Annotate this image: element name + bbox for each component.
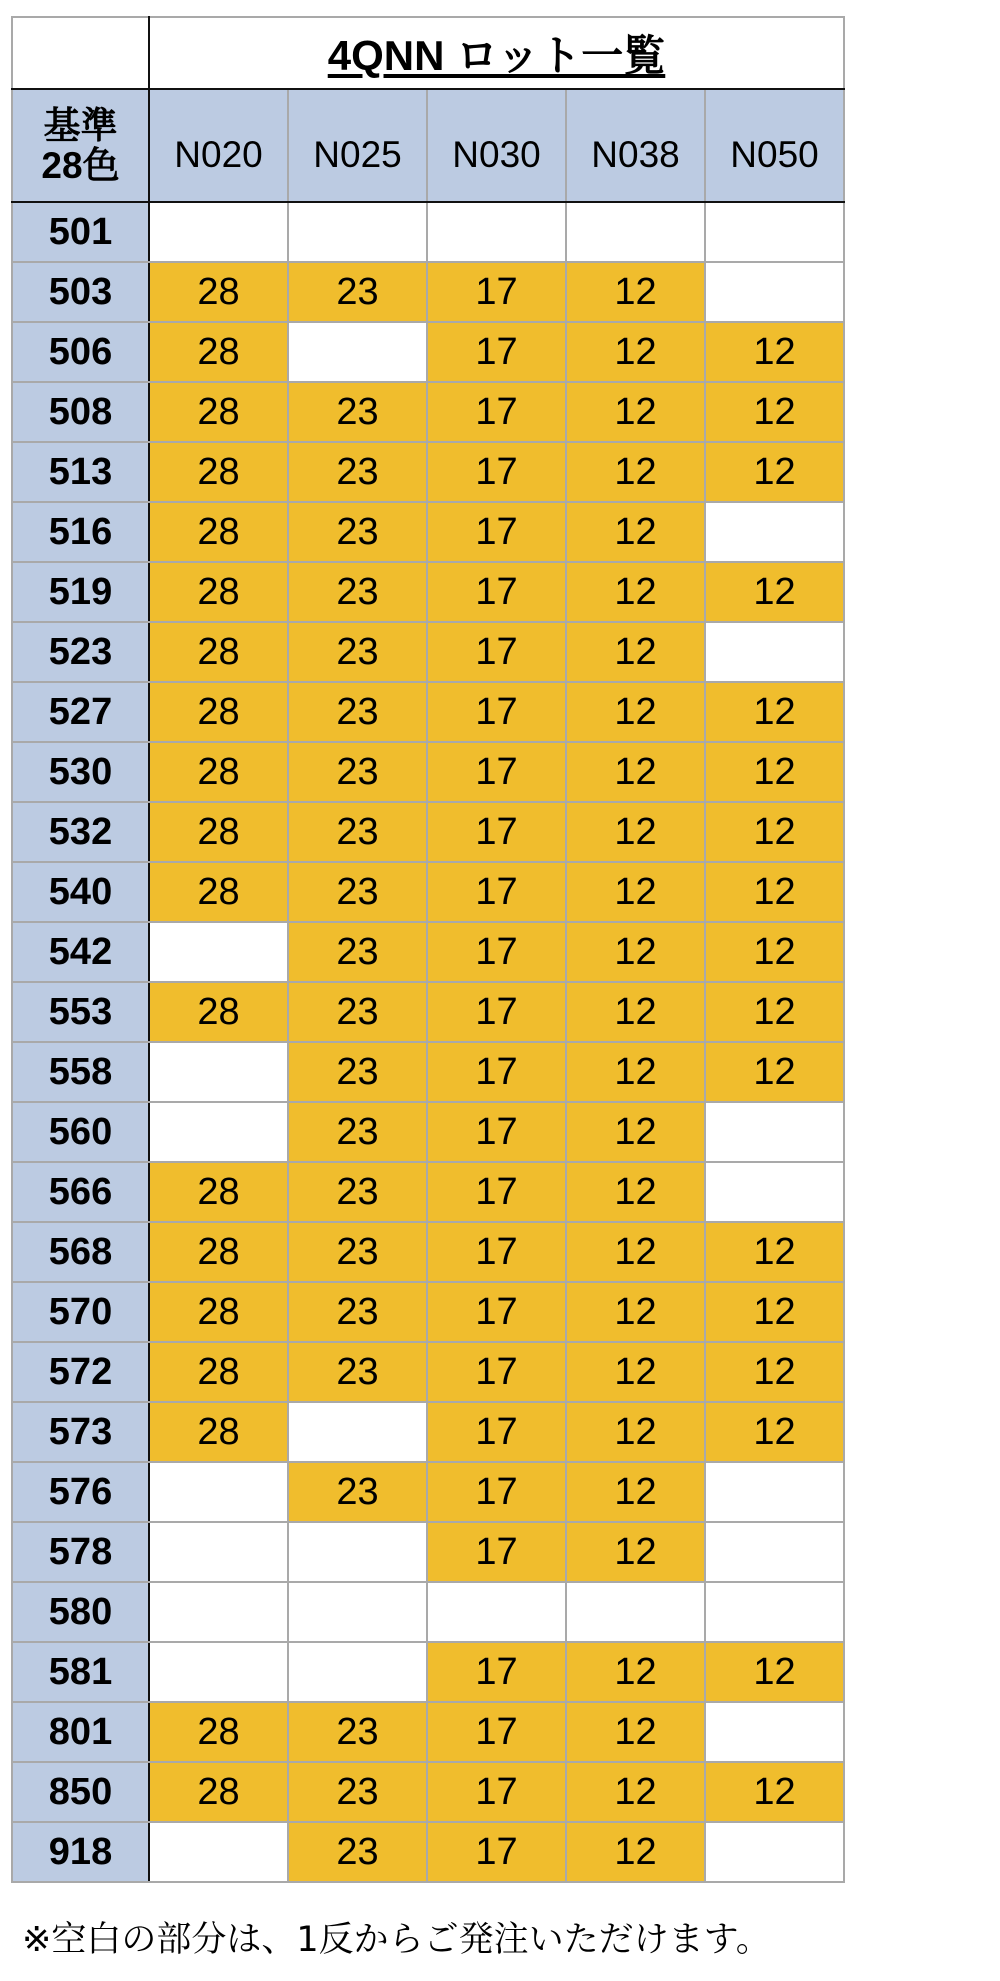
table-cell — [427, 202, 566, 262]
table-cell — [149, 202, 288, 262]
table-row — [12, 682, 844, 742]
row-code: 519 — [12, 562, 149, 622]
row-code: 516 — [12, 502, 149, 562]
table-cell: 12 — [566, 622, 705, 682]
table-row — [12, 1102, 844, 1162]
table-cell: 28 — [149, 1342, 288, 1402]
row-header-label-line2: 28色 — [41, 144, 120, 186]
column-header-n030: N030 — [427, 89, 566, 202]
table-cell: 12 — [705, 1282, 844, 1342]
table-cell: 17 — [427, 1342, 566, 1402]
table-cell: 12 — [566, 1042, 705, 1102]
table-cell: 17 — [427, 742, 566, 802]
row-code: 542 — [12, 922, 149, 982]
table-cell: 28 — [149, 1222, 288, 1282]
table-cell — [705, 622, 844, 682]
table-cell: 12 — [705, 1762, 844, 1822]
table-cell: 12 — [566, 1162, 705, 1222]
table-cell: 17 — [427, 1042, 566, 1102]
row-code: 540 — [12, 862, 149, 922]
table-cell — [149, 1102, 288, 1162]
table-cell: 23 — [288, 1042, 427, 1102]
table-cell: 12 — [705, 802, 844, 862]
table-cell: 17 — [427, 1282, 566, 1342]
footnote: ※空白の部分は、1反からご発注いただけます。 — [22, 1920, 771, 1960]
table-row — [12, 1702, 844, 1762]
table-cell: 28 — [149, 1402, 288, 1462]
table-cell: 12 — [566, 1642, 705, 1702]
table-cell: 12 — [566, 682, 705, 742]
row-code: 530 — [12, 742, 149, 802]
table-cell — [288, 322, 427, 382]
table-cell: 12 — [705, 1402, 844, 1462]
table-cell — [705, 502, 844, 562]
table-cell: 28 — [149, 622, 288, 682]
table-cell: 17 — [427, 1402, 566, 1462]
table-cell: 28 — [149, 1762, 288, 1822]
table-cell: 12 — [566, 1522, 705, 1582]
row-code: 573 — [12, 1402, 149, 1462]
table-title: 4QNN ロット一覧 — [149, 17, 844, 89]
table-cell: 17 — [427, 1702, 566, 1762]
table-cell: 12 — [705, 562, 844, 622]
table-cell — [705, 1102, 844, 1162]
table-row — [12, 562, 844, 622]
column-header-n038: N038 — [566, 89, 705, 202]
table-row — [12, 1822, 844, 1882]
table-cell: 12 — [705, 682, 844, 742]
table-cell — [149, 1642, 288, 1702]
table-cell — [149, 1522, 288, 1582]
table-cell — [288, 1522, 427, 1582]
table-cell: 23 — [288, 862, 427, 922]
table-row — [12, 1402, 844, 1462]
row-code: 568 — [12, 1222, 149, 1282]
table-row — [12, 1462, 844, 1522]
table-cell — [288, 1402, 427, 1462]
table-cell — [288, 202, 427, 262]
table-cell: 17 — [427, 562, 566, 622]
table-row — [12, 1642, 844, 1702]
row-header-label — [12, 89, 149, 202]
table-row — [12, 262, 844, 322]
row-code: 570 — [12, 1282, 149, 1342]
table-cell: 12 — [705, 982, 844, 1042]
table-row — [12, 862, 844, 922]
row-code: 527 — [12, 682, 149, 742]
table-cell: 12 — [566, 1402, 705, 1462]
table-cell: 23 — [288, 1282, 427, 1342]
table-cell: 23 — [288, 1702, 427, 1762]
table-cell: 17 — [427, 1642, 566, 1702]
table-cell: 28 — [149, 1282, 288, 1342]
table-cell: 12 — [566, 1462, 705, 1522]
table-cell — [705, 1522, 844, 1582]
table-cell: 17 — [427, 382, 566, 442]
table-cell: 17 — [427, 622, 566, 682]
table-cell: 12 — [705, 742, 844, 802]
table-cell: 12 — [566, 1102, 705, 1162]
row-code: 850 — [12, 1762, 149, 1822]
table-cell: 28 — [149, 382, 288, 442]
table-cell — [705, 1702, 844, 1762]
table-cell: 12 — [566, 922, 705, 982]
table-cell: 23 — [288, 1822, 427, 1882]
title-row — [12, 17, 844, 89]
table-row — [12, 1522, 844, 1582]
table-cell: 17 — [427, 682, 566, 742]
row-code: 581 — [12, 1642, 149, 1702]
row-code: 580 — [12, 1582, 149, 1642]
table-row — [12, 322, 844, 382]
table-cell: 17 — [427, 322, 566, 382]
table-cell: 23 — [288, 442, 427, 502]
table-cell — [566, 1582, 705, 1642]
row-code: 560 — [12, 1102, 149, 1162]
table-cell: 23 — [288, 502, 427, 562]
row-code: 566 — [12, 1162, 149, 1222]
table-cell: 17 — [427, 982, 566, 1042]
row-code: 578 — [12, 1522, 149, 1582]
table-cell: 23 — [288, 1102, 427, 1162]
table-cell: 17 — [427, 1102, 566, 1162]
table-cell — [705, 1582, 844, 1642]
table-row — [12, 1762, 844, 1822]
row-code: 572 — [12, 1342, 149, 1402]
row-code: 506 — [12, 322, 149, 382]
table-row — [12, 802, 844, 862]
table-cell — [288, 1642, 427, 1702]
table-cell: 12 — [566, 1342, 705, 1402]
table-cell: 28 — [149, 802, 288, 862]
table-cell: 28 — [149, 862, 288, 922]
table-cell — [705, 202, 844, 262]
column-header-n050: N050 — [705, 89, 844, 202]
table-cell — [149, 1822, 288, 1882]
table-row — [12, 382, 844, 442]
lot-table — [11, 16, 845, 1883]
table-cell: 28 — [149, 262, 288, 322]
table-cell: 12 — [705, 1342, 844, 1402]
table-cell: 17 — [427, 1822, 566, 1882]
table-cell — [705, 262, 844, 322]
table-cell: 23 — [288, 1762, 427, 1822]
table-cell: 17 — [427, 862, 566, 922]
row-code: 508 — [12, 382, 149, 442]
table-cell: 12 — [705, 442, 844, 502]
table-cell: 17 — [427, 502, 566, 562]
table-cell — [149, 1042, 288, 1102]
table-cell: 12 — [705, 862, 844, 922]
table-cell: 23 — [288, 622, 427, 682]
table-cell: 23 — [288, 802, 427, 862]
table-cell: 23 — [288, 1222, 427, 1282]
table-cell: 17 — [427, 1222, 566, 1282]
table-cell: 28 — [149, 502, 288, 562]
table-row — [12, 1342, 844, 1402]
table-cell: 17 — [427, 1162, 566, 1222]
table-row — [12, 1042, 844, 1102]
column-header-n020: N020 — [149, 89, 288, 202]
table-cell: 17 — [427, 922, 566, 982]
table-cell: 12 — [566, 1702, 705, 1762]
table-cell: 17 — [427, 802, 566, 862]
table-cell: 12 — [566, 862, 705, 922]
table-cell — [705, 1162, 844, 1222]
table-cell: 23 — [288, 262, 427, 322]
table-cell: 17 — [427, 442, 566, 502]
row-code: 576 — [12, 1462, 149, 1522]
table-cell: 17 — [427, 1762, 566, 1822]
table-cell: 12 — [705, 382, 844, 442]
table-cell — [705, 1822, 844, 1882]
table-cell: 12 — [705, 922, 844, 982]
table-cell: 17 — [427, 1522, 566, 1582]
table-cell: 28 — [149, 442, 288, 502]
table-cell: 12 — [566, 562, 705, 622]
row-code: 532 — [12, 802, 149, 862]
table-row — [12, 622, 844, 682]
table-row — [12, 202, 844, 262]
table-cell: 28 — [149, 1162, 288, 1222]
table-row — [12, 922, 844, 982]
table-cell — [149, 922, 288, 982]
row-code: 918 — [12, 1822, 149, 1882]
table-cell: 12 — [566, 442, 705, 502]
table-row — [12, 1282, 844, 1342]
table-cell: 12 — [705, 1042, 844, 1102]
table-cell: 28 — [149, 1702, 288, 1762]
table-cell: 12 — [566, 742, 705, 802]
table-cell: 23 — [288, 922, 427, 982]
table-cell — [427, 1582, 566, 1642]
row-code: 801 — [12, 1702, 149, 1762]
row-code: 513 — [12, 442, 149, 502]
table-row — [12, 1582, 844, 1642]
row-code: 553 — [12, 982, 149, 1042]
table-cell: 12 — [566, 502, 705, 562]
corner-cell — [12, 17, 149, 89]
table-cell: 23 — [288, 742, 427, 802]
table-row — [12, 742, 844, 802]
table-cell: 12 — [705, 322, 844, 382]
table-cell — [149, 1582, 288, 1642]
table-row — [12, 502, 844, 562]
row-code: 523 — [12, 622, 149, 682]
table-cell: 12 — [566, 1762, 705, 1822]
table-cell: 12 — [705, 1642, 844, 1702]
table-cell: 28 — [149, 742, 288, 802]
table-cell: 28 — [149, 322, 288, 382]
table-cell: 28 — [149, 562, 288, 622]
table-cell: 12 — [566, 322, 705, 382]
table-cell: 12 — [566, 382, 705, 442]
table-cell: 28 — [149, 982, 288, 1042]
table-cell — [149, 1462, 288, 1522]
table-cell: 12 — [566, 1282, 705, 1342]
table-cell: 23 — [288, 1462, 427, 1522]
table-row — [12, 442, 844, 502]
row-header-label-line1: 基準 — [43, 104, 118, 146]
table-cell: 23 — [288, 562, 427, 622]
table-cell: 23 — [288, 1342, 427, 1402]
table-cell — [566, 202, 705, 262]
table-cell: 12 — [566, 802, 705, 862]
table-cell: 23 — [288, 682, 427, 742]
table-cell: 12 — [705, 1222, 844, 1282]
column-header-n025: N025 — [288, 89, 427, 202]
table-cell — [288, 1582, 427, 1642]
table-row — [12, 982, 844, 1042]
table-cell: 12 — [566, 1822, 705, 1882]
table-cell: 12 — [566, 262, 705, 322]
table-cell: 17 — [427, 262, 566, 322]
table-row — [12, 1162, 844, 1222]
header-row — [12, 89, 844, 202]
table-cell: 28 — [149, 682, 288, 742]
table-cell: 12 — [566, 982, 705, 1042]
table-cell: 12 — [566, 1222, 705, 1282]
row-code: 501 — [12, 202, 149, 262]
table-row — [12, 1222, 844, 1282]
row-code: 503 — [12, 262, 149, 322]
table-cell: 23 — [288, 382, 427, 442]
table-cell — [705, 1462, 844, 1522]
table-cell: 23 — [288, 982, 427, 1042]
row-code: 558 — [12, 1042, 149, 1102]
table-cell: 23 — [288, 1162, 427, 1222]
table-cell: 17 — [427, 1462, 566, 1522]
